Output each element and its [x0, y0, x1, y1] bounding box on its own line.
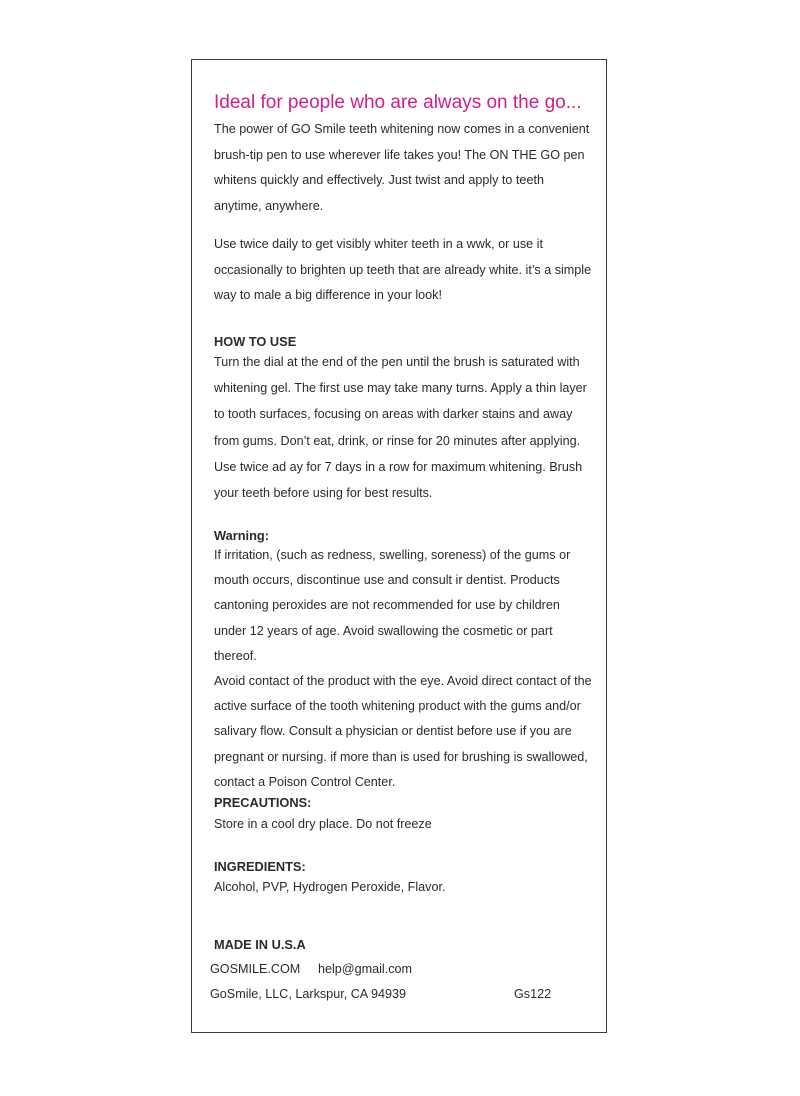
- made-in-label: MADE IN U.S.A: [214, 937, 306, 952]
- product-code: Gs122: [514, 987, 552, 1001]
- warning-line: salivary flow. Consult a physician or dentist before use if you are: [214, 724, 572, 739]
- how-to-use-heading: HOW TO USE: [214, 334, 297, 349]
- intro-line: whitens quickly and effectively. Just twist and apply to teeth: [214, 173, 544, 187]
- ingredients-text: Alcohol, PVP, Hydrogen Peroxide, Flavor.: [214, 880, 446, 894]
- warning-line: under 12 years of age. Avoid swallowing the cosmetic or part thereof.: [214, 623, 553, 663]
- how-line: your teeth before using for best results.: [214, 486, 433, 501]
- intro-line: anytime, anywhere.: [214, 198, 324, 213]
- warning-paragraph: [214, 543, 594, 795]
- usage-line: occasionally to brighten up teeth that are already white. it’s a simple: [214, 262, 592, 277]
- how-line: whitening gel. The first use may take many turns. Apply a thin layer: [214, 381, 587, 396]
- warning-line: active surface of the tooth whitening product with the gums and/or: [214, 699, 581, 714]
- ingredients-heading: INGREDIENTS:: [214, 859, 306, 874]
- usage-line: Use twice daily to get visibly whiter teeth in a wwk, or use it: [214, 237, 543, 251]
- usage-paragraph: [214, 232, 594, 309]
- website-text: GOSMILE.COM: [210, 962, 301, 976]
- intro-line: The power of GO Smile teeth whitening now comes in a convenient: [214, 122, 590, 136]
- warning-line: Avoid contact of the product with the eye. Avoid direct contact of the: [214, 674, 592, 689]
- precautions-text: Store in a cool dry place. Do not freeze: [214, 817, 432, 831]
- how-to-use-paragraph: [214, 349, 594, 506]
- intro-paragraph: [214, 117, 594, 219]
- company-address: GoSmile, LLC, Larkspur, CA 94939: [210, 987, 407, 1001]
- intro-line: brush-tip pen to use wherever life takes you! The ON THE GO pen: [214, 147, 585, 162]
- warning-line: If irritation, (such as redness, swelling, soreness) of the gums or: [214, 548, 571, 562]
- email-text: help@gmail.com: [318, 962, 412, 976]
- headline: Ideal for people who are always on the go...: [214, 92, 582, 113]
- precautions-heading: PRECAUTIONS:: [214, 795, 312, 810]
- warning-line: cantoning peroxides are not recommended for use by children: [214, 598, 560, 613]
- warning-line: contact a Poison Control Center.: [214, 774, 396, 789]
- warning-heading: Warning:: [214, 528, 269, 543]
- how-line: Turn the dial at the end of the pen until the brush is saturated with: [214, 355, 580, 369]
- warning-line: mouth occurs, discontinue use and consult ir dentist. Products: [214, 573, 560, 588]
- how-line: from gums. Don’t eat, drink, or rinse for 20 minutes after applying.: [214, 433, 581, 448]
- warning-line: pregnant or nursing. if more than is used for brushing is swallowed,: [214, 749, 588, 764]
- how-line: to tooth surfaces, focusing on areas with darker stains and away: [214, 407, 573, 422]
- usage-line: way to male a big difference in your look!: [214, 288, 442, 302]
- how-line: Use twice ad ay for 7 days in a row for maximum whitening. Brush: [214, 459, 583, 474]
